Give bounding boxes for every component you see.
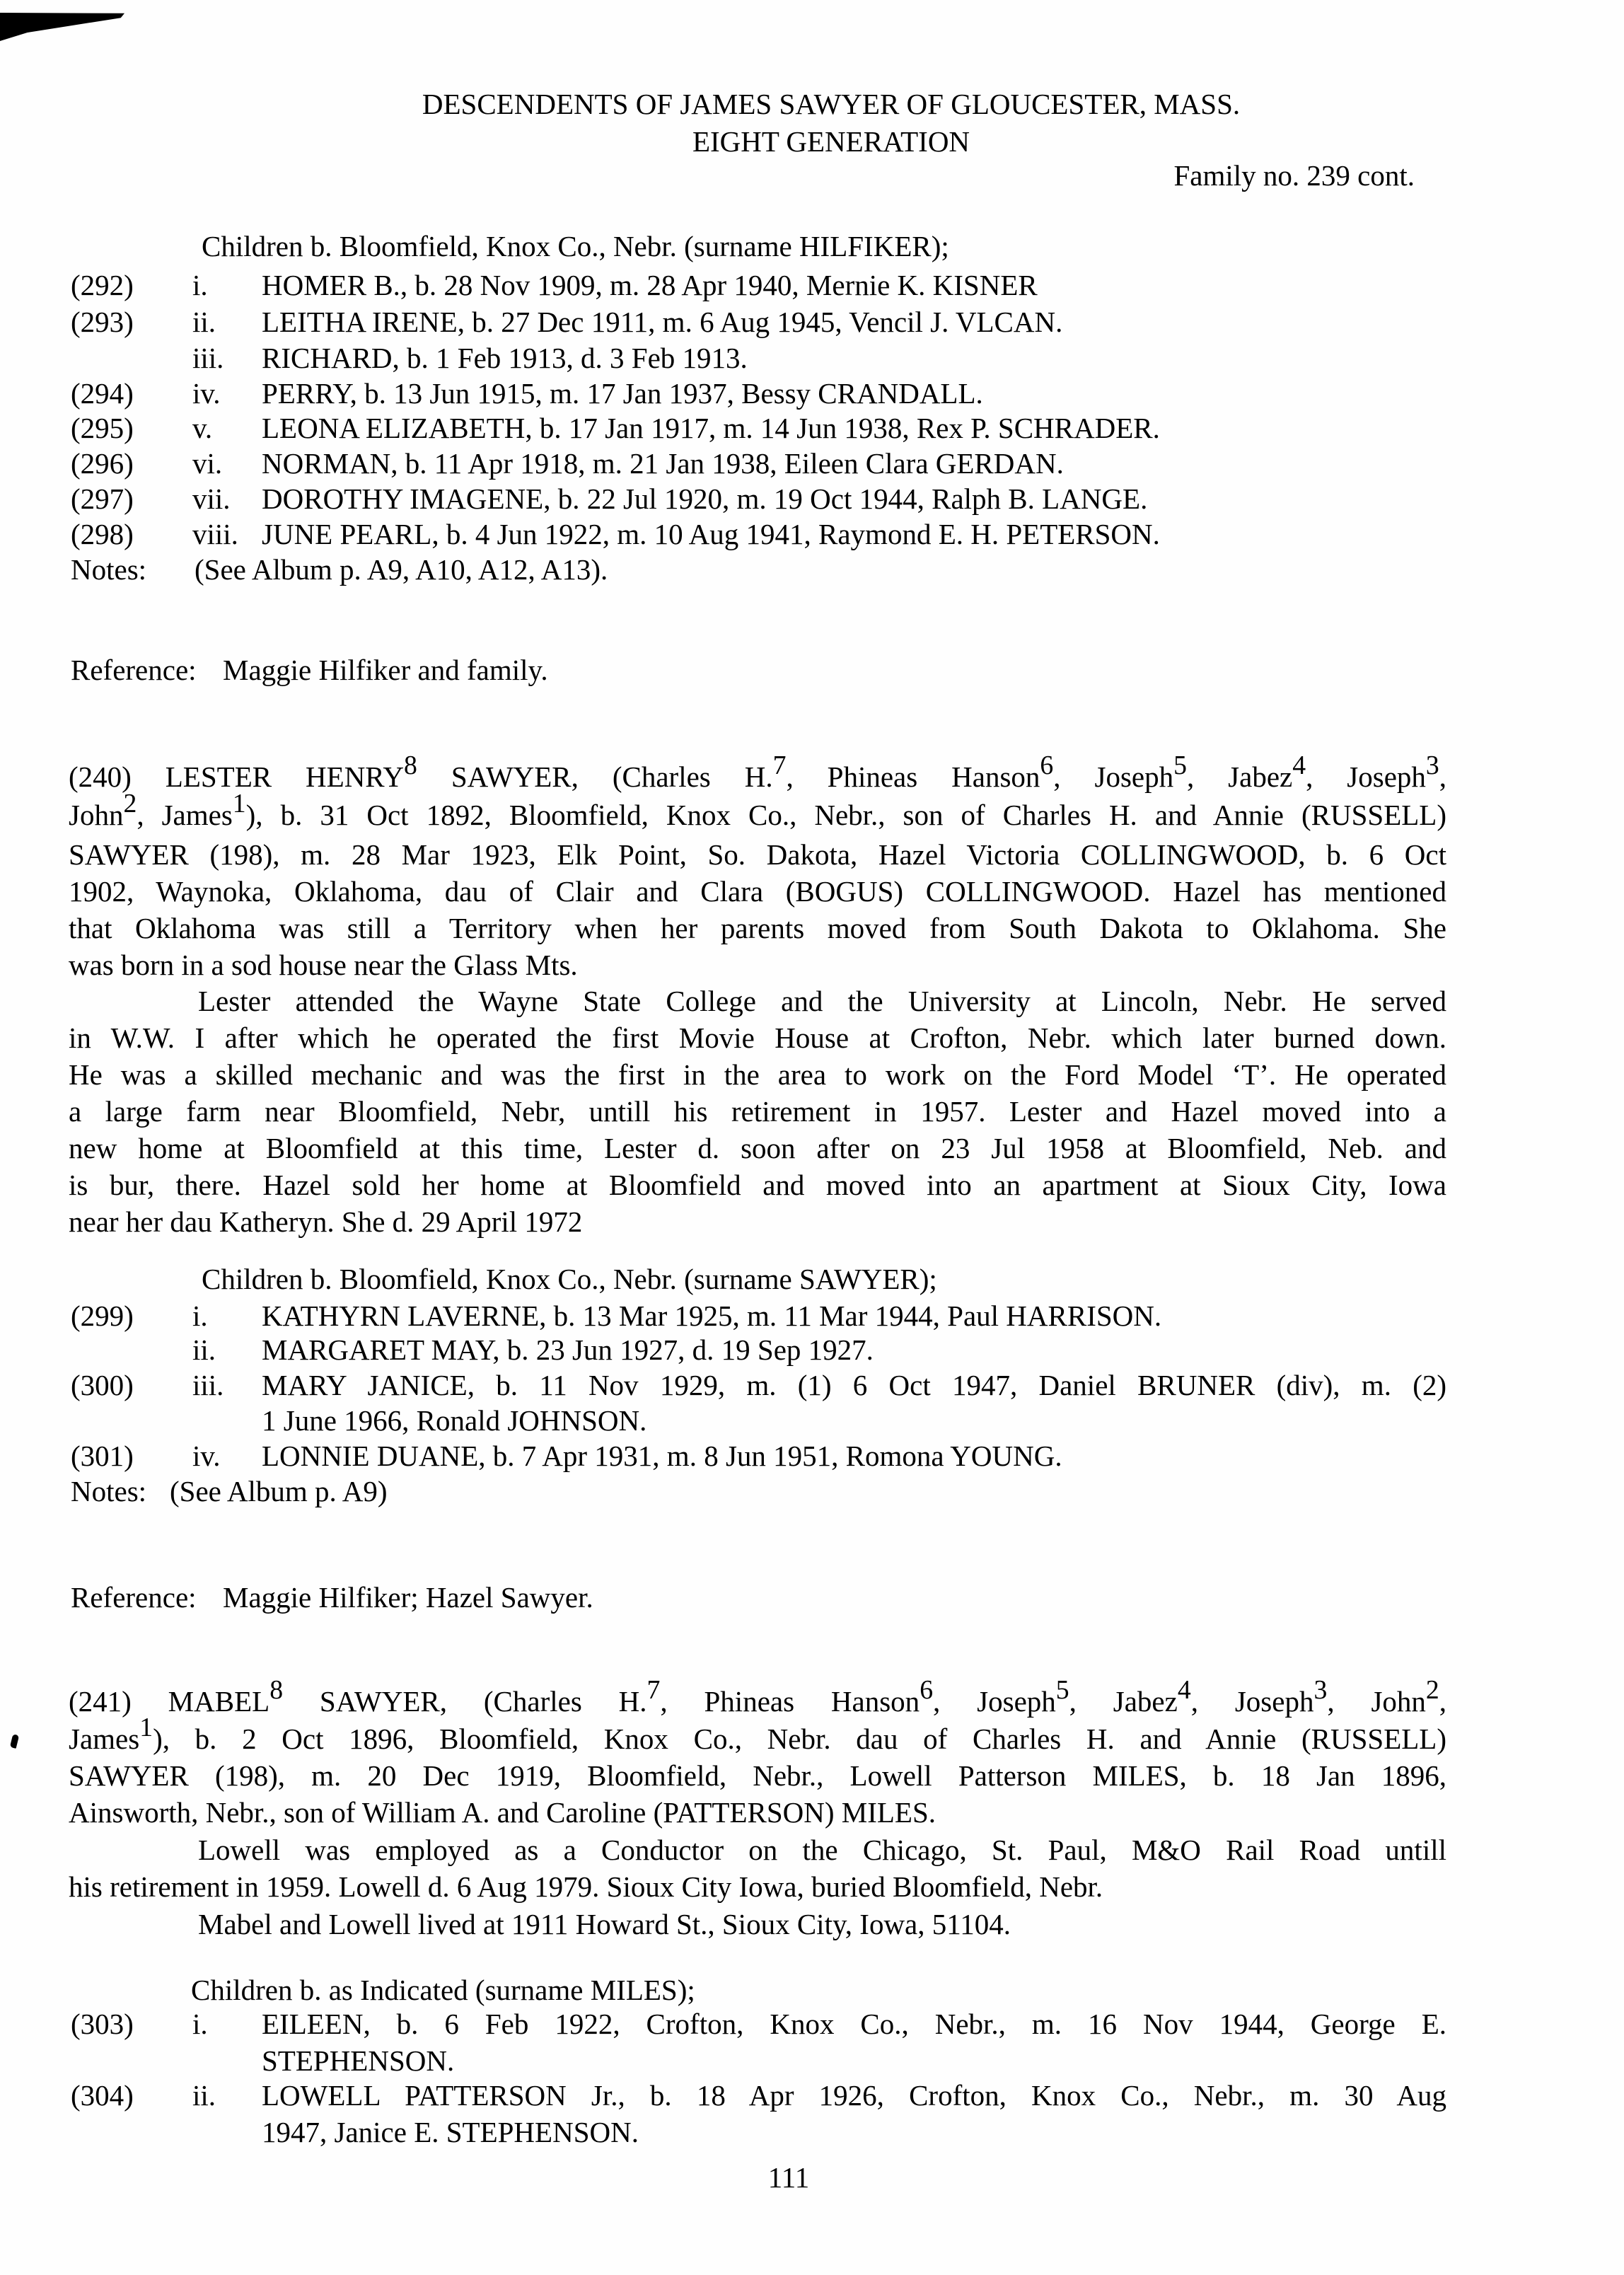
entry-292-number: (292): [71, 269, 134, 301]
family-240-line-4: 1902, Waynoka, Oklahoma, dau of Clair and Clara (BOGUS) COLLINGWOOD. Hazel has mentioned: [69, 875, 1446, 908]
generation-superscript: 5: [1173, 750, 1187, 780]
entry-301-text: LONNIE DUANE, b. 7 Apr 1931, m. 8 Jun 1951, Romona YOUNG.: [262, 1440, 1062, 1472]
entry-295-text: LEONA ELIZABETH, b. 17 Jan 1917, m. 14 Jun 1938, Rex P. SCHRADER.: [262, 412, 1160, 444]
generation-superscript: 3: [1425, 750, 1439, 780]
entry-304-text: LOWELL PATTERSON Jr., b. 18 Apr 1926, Crofton, Knox Co., Nebr., m. 30 Aug: [262, 2079, 1446, 2112]
notes-label-sawyer: Notes:: [71, 1475, 147, 1507]
generation-superscript: 8: [404, 750, 417, 780]
entry-300-text: MARY JANICE, b. 11 Nov 1929, m. (1) 6 Oct 1947, Daniel BRUNER (div), m. (2): [262, 1369, 1446, 1401]
family-number-note: Family no. 239 cont.: [1173, 159, 1415, 192]
family-241-line-3: SAWYER (198), m. 20 Dec 1919, Bloomfield, Nebr., Lowell Patterson MILES, b. 18 Jan 1896,: [69, 1759, 1446, 1792]
entry-304-text-cont: 1947, Janice E. STEPHENSON.: [262, 2116, 639, 2148]
family-240-line-6: was born in a sod house near the Glass Mts.: [69, 949, 578, 981]
entry-297-text: DOROTHY IMAGENE, b. 22 Jul 1920, m. 19 Oct 1944, Ralph B. LANGE.: [262, 482, 1148, 515]
family-240-line-10: a large farm near Bloomfield, Nebr, untill his retirement in 1957. Lester and Hazel moved into a: [69, 1095, 1446, 1128]
entry-298-number: (298): [71, 518, 134, 550]
generation-superscript: 7: [646, 1674, 661, 1705]
entry-301-roman: iv.: [192, 1440, 221, 1472]
family-240-line-9: He was a skilled mechanic and was the first in the area to work on the Ford Model ‘T’. He operated: [69, 1058, 1446, 1091]
generation-superscript: 1: [232, 788, 246, 818]
entry-299-number: (299): [71, 1299, 134, 1332]
notes-label-hilfiker: Notes:: [71, 553, 147, 586]
entry-293-text: LEITHA IRENE, b. 27 Dec 1911, m. 6 Aug 1945, Vencil J. VLCAN.: [262, 306, 1063, 338]
children-intro-hilfiker: Children b. Bloomfield, Knox Co., Nebr. (surname HILFIKER);: [202, 230, 949, 262]
family-241-line-7: Mabel and Lowell lived at 1911 Howard St., Sioux City, Iowa, 51104.: [198, 1908, 1011, 1940]
entry-295-roman: v.: [192, 412, 213, 444]
entry-297-number: (297): [71, 482, 134, 515]
entry-300-roman: iii.: [192, 1369, 224, 1401]
entry-293-number: (293): [71, 306, 134, 338]
entry-richard-roman: iii.: [192, 342, 224, 374]
family-240-line-7: Lester attended the Wayne State College and the University at Lincoln, Nebr. He served: [198, 985, 1446, 1017]
family-240-line-3: SAWYER (198), m. 28 Mar 1923, Elk Point, So. Dakota, Hazel Victoria COLLINGWOOD, b. 6 Oct: [69, 838, 1446, 871]
entry-300-text-cont: 1 June 1966, Ronald JOHNSON.: [262, 1404, 647, 1437]
entry-293-roman: ii.: [192, 306, 216, 338]
scan-corner-artifact: [0, 13, 124, 41]
generation-superscript: 6: [920, 1674, 934, 1705]
family-240-line-2: John2, James1), b. 31 Oct 1892, Bloomfield, Knox Co., Nebr., son of Charles H. and Annie (RUSSELL): [69, 788, 1446, 831]
reference-label-1: Reference:: [71, 654, 197, 686]
entry-297-roman: vii.: [192, 482, 231, 515]
family-240-line-5: that Oklahoma was still a Territory when her parents moved from South Dakota to Oklahoma. She: [69, 912, 1446, 944]
family-240-line-11: new home at Bloomfield at this time, Lester d. soon after on 23 Jul 1958 at Bloomfield, Neb. and: [69, 1132, 1446, 1164]
reference-text-2: Maggie Hilfiker; Hazel Sawyer.: [223, 1581, 593, 1614]
generation-superscript: 4: [1292, 750, 1306, 780]
entry-298-text: JUNE PEARL, b. 4 Jun 1922, m. 10 Aug 1941, Raymond E. H. PETERSON.: [262, 518, 1160, 550]
entry-294-roman: iv.: [192, 377, 221, 410]
entry-294-number: (294): [71, 377, 134, 410]
entry-294-text: PERRY, b. 13 Jun 1915, m. 17 Jan 1937, Bessy CRANDALL.: [262, 377, 983, 410]
family-241-line-2: James1), b. 2 Oct 1896, Bloomfield, Knox Co., Nebr. dau of Charles H. and Annie (RUSSELL): [69, 1712, 1446, 1755]
generation-superscript: 2: [123, 788, 137, 818]
page-title: DESCENDENTS OF JAMES SAWYER OF GLOUCESTER, MASS.: [422, 88, 1241, 120]
generation-superscript: 8: [269, 1674, 284, 1705]
entry-300-number: (300): [71, 1369, 134, 1401]
page-number: 111: [767, 2161, 810, 2194]
family-240-line-12: is bur, there. Hazel sold her home at Bloomfield and moved into an apartment at Sioux City, Iowa: [69, 1169, 1446, 1201]
children-intro-sawyer: Children b. Bloomfield, Knox Co., Nebr. (surname SAWYER);: [202, 1263, 937, 1295]
entry-292-roman: i.: [192, 269, 208, 301]
page-subtitle: EIGHT GENERATION: [692, 125, 970, 158]
entry-303-text: EILEEN, b. 6 Feb 1922, Crofton, Knox Co., Nebr., m. 16 Nov 1944, George E.: [262, 2008, 1446, 2040]
entry-296-number: (296): [71, 447, 134, 480]
family-240-line-8: in W.W. I after which he operated the first Movie House at Crofton, Nebr. which later burned down.: [69, 1021, 1446, 1054]
generation-superscript: 7: [772, 750, 787, 780]
generation-superscript: 6: [1040, 750, 1054, 780]
generation-superscript: 3: [1313, 1674, 1328, 1705]
entry-295-number: (295): [71, 412, 134, 444]
family-241-line-1: (241) MABEL8 SAWYER, (Charles H.7, Phineas Hanson6, Joseph5, Jabez4, Joseph3, John2,: [69, 1674, 1447, 1718]
entry-304-number: (304): [71, 2079, 134, 2112]
generation-superscript: 5: [1055, 1674, 1069, 1705]
notes-text-sawyer: (See Album p. A9): [170, 1475, 388, 1507]
family-240-line-13: near her dau Katheryn. She d. 29 April 1972: [69, 1205, 583, 1238]
children-intro-miles: Children b. as Indicated (surname MILES);: [191, 1974, 695, 2006]
entry-299-roman: i.: [192, 1299, 208, 1332]
family-241-line-6: his retirement in 1959. Lowell d. 6 Aug 1979. Sioux City Iowa, buried Bloomfield, Nebr.: [69, 1870, 1103, 1903]
entry-296-text: NORMAN, b. 11 Apr 1918, m. 21 Jan 1938, Eileen Clara GERDAN.: [262, 447, 1064, 480]
entry-margaret-text: MARGARET MAY, b. 23 Jun 1927, d. 19 Sep 1927.: [262, 1333, 874, 1366]
family-241-line-4: Ainsworth, Nebr., son of William A. and Caroline (PATTERSON) MILES.: [69, 1796, 936, 1829]
notes-text-hilfiker: (See Album p. A9, A10, A12, A13).: [195, 553, 608, 586]
family-240-line-1: (240) LESTER HENRY8 SAWYER, (Charles H.7, Phineas Hanson6, Joseph5, Jabez4, Joseph3,: [69, 750, 1447, 793]
entry-303-roman: i.: [192, 2008, 208, 2040]
generation-superscript: 1: [139, 1712, 153, 1742]
family-241-line-5: Lowell was employed as a Conductor on the Chicago, St. Paul, M&O Rail Road untill: [198, 1834, 1446, 1866]
entry-301-number: (301): [71, 1440, 134, 1472]
entry-304-roman: ii.: [192, 2079, 216, 2112]
entry-298-roman: viii.: [192, 518, 238, 550]
scan-stray-mark: [10, 1734, 19, 1749]
entry-299-text: KATHYRN LAVERNE, b. 13 Mar 1925, m. 11 Mar 1944, Paul HARRISON.: [262, 1299, 1162, 1332]
entry-margaret-roman: ii.: [192, 1333, 216, 1366]
entry-303-number: (303): [71, 2008, 134, 2040]
reference-label-2: Reference:: [71, 1581, 197, 1614]
generation-superscript: 2: [1425, 1674, 1439, 1705]
entry-303-text-cont: STEPHENSON.: [262, 2044, 455, 2077]
entry-292-text: HOMER B., b. 28 Nov 1909, m. 28 Apr 1940, Mernie K. KISNER: [262, 269, 1038, 301]
entry-richard-text: RICHARD, b. 1 Feb 1913, d. 3 Feb 1913.: [262, 342, 748, 374]
entry-296-roman: vi.: [192, 447, 223, 480]
generation-superscript: 4: [1177, 1674, 1191, 1705]
reference-text-1: Maggie Hilfiker and family.: [223, 654, 548, 686]
